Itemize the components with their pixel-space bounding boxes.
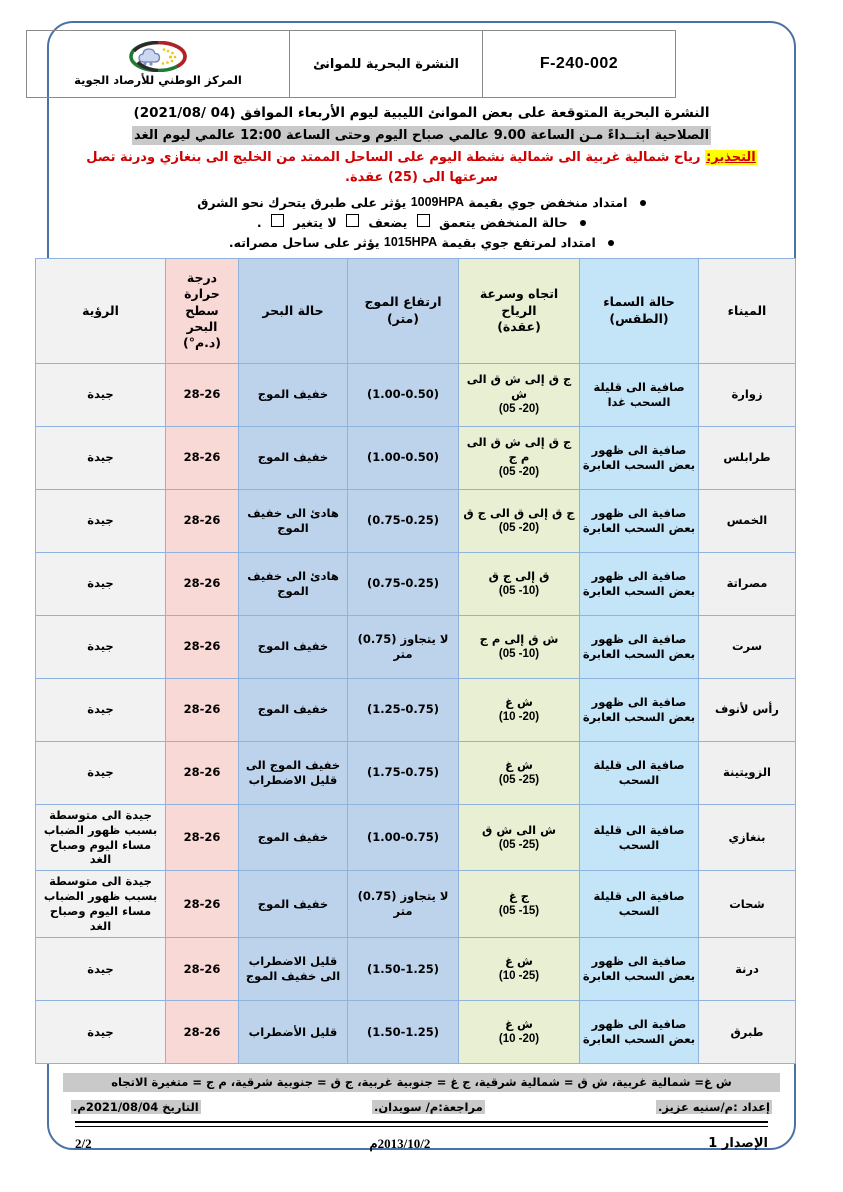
cell-temperature: 28-26: [166, 363, 239, 426]
reviewed-by: مراجعة:م/ سويدان.: [373, 1100, 483, 1115]
marine-forecast-table: [35, 258, 796, 1065]
list-item-high-pressure: [85, 232, 758, 252]
cell-wind-speed: (05 -20): [498, 403, 540, 416]
option-weakening-label: يضعف: [368, 215, 408, 231]
table-row: [36, 871, 796, 938]
cell-wind: [459, 678, 580, 741]
cell-wind: [459, 938, 580, 1001]
column-header-port: الميناء: [699, 258, 796, 363]
cell-temperature: 28-26: [166, 678, 239, 741]
cell-wind-speed: (10 -20): [498, 710, 540, 723]
table-row: [36, 552, 796, 615]
note-text-after: .: [256, 215, 262, 231]
cell-wave-height: (1.00-0.75): [348, 804, 459, 871]
cell-wave-height: (0.75-0.25): [348, 552, 459, 615]
cell-wind-direction: ج ق إلى ق الى ج ق: [463, 505, 575, 520]
cell-sky: صافية الى ظهور بعض السحب العابرة: [580, 615, 699, 678]
page-number: 2/2: [75, 1135, 92, 1151]
cell-visibility: جيدة: [36, 615, 166, 678]
bullet-dot-icon: [608, 240, 614, 246]
cell-sea-state: قليل الاضطراب الى خفيف الموج: [239, 938, 348, 1001]
list-item-low-pressure: [85, 192, 758, 212]
table-header-row: [36, 258, 796, 363]
cell-wind-direction: ش غ: [505, 1017, 533, 1032]
note-text-before: حالة المنخفض: [479, 215, 568, 231]
validity-period: الصلاحية ابتــداءً مـن الساعة 9.00 عالمي صباح اليوم وحتى الساعة 12:00 عالمي ليوم الغد: [132, 126, 711, 146]
table-row: [36, 804, 796, 871]
cell-wind-speed: (05 -25): [498, 838, 540, 851]
cell-sky: صافية الى قليلة السحب: [580, 804, 699, 871]
table-row: [36, 615, 796, 678]
cell-wind-direction: ج ق إلى ش ق الى ش: [466, 372, 572, 402]
cell-visibility: جيدة: [36, 741, 166, 804]
cell-wind-speed: (10 -20): [498, 1033, 540, 1046]
column-header-temperature: [166, 258, 239, 363]
cell-wind-speed: (05 -20): [498, 521, 540, 534]
column-header-wave-line1: ارتفاع الموج: [364, 294, 442, 310]
cell-sky: صافية الى ظهور بعض السحب العابرة: [580, 489, 699, 552]
cell-sky: صافية الى ظهور بعض السحب العابرة: [580, 426, 699, 489]
column-header-wind: [459, 258, 580, 363]
cell-sky: صافية الى ظهور بعض السحب العابرة: [580, 938, 699, 1001]
cell-temperature: 28-26: [166, 741, 239, 804]
cell-port: الخمس: [699, 489, 796, 552]
cell-wind-direction: ش غ: [505, 757, 533, 772]
cell-sky: صافية الى قليلة السحب: [580, 741, 699, 804]
warning-block: [61, 148, 782, 187]
column-header-sea-state: حالة البحر: [239, 258, 348, 363]
cell-wind: [459, 552, 580, 615]
cell-port: طبرق: [699, 1001, 796, 1064]
cell-wind-speed: (05 -10): [498, 647, 540, 660]
cell-wind-speed: (05 -20): [498, 466, 540, 479]
bullet-dot-icon: [640, 200, 646, 206]
cell-wave-height: (1.25-0.75): [348, 678, 459, 741]
cell-wave-height: (1.00-0.50): [348, 426, 459, 489]
cell-wind: [459, 741, 580, 804]
cell-wind-direction: ق إلى ج ق: [488, 568, 550, 583]
cell-port: زوارة: [699, 363, 796, 426]
bullet-dot-icon: [580, 220, 586, 226]
cell-wind: [459, 615, 580, 678]
table-row: [36, 741, 796, 804]
warning-text: رياح شمالية غربية الى شمالية نشطة اليوم على الساحل الممتد من الخليج الى بنغازي ودرنة تصل سرعتها الى (25) عقدة.: [86, 150, 701, 185]
cell-port: بنغازي: [699, 804, 796, 871]
cell-wind: [459, 363, 580, 426]
prepared-by: إعداد :م/سنيه عزيز.: [657, 1100, 770, 1115]
column-header-sky-line1: حالة السماء: [603, 294, 675, 310]
weather-cloud-sun-logo-icon: [129, 41, 187, 72]
column-header-wind-line2: (عقدة): [497, 318, 541, 334]
cell-visibility: جيدة: [36, 678, 166, 741]
column-header-temp-line3: سطح: [185, 302, 219, 318]
form-code-cell: F-240-002: [483, 31, 676, 98]
cell-wind: [459, 871, 580, 938]
cell-sea-state: خفيف الموج: [239, 871, 348, 938]
page-footer: [75, 1136, 768, 1152]
cell-wind-speed: (10 -25): [498, 970, 540, 983]
cell-port: الزويتينة: [699, 741, 796, 804]
table-row: [36, 489, 796, 552]
note-text-after: يؤثر على ساحل مصراته.: [228, 235, 380, 251]
cell-sea-state: خفيف الموج: [239, 678, 348, 741]
cell-port: رأس لأنوف: [699, 678, 796, 741]
cell-port: سرت: [699, 615, 796, 678]
option-deepening-label: يتعمق: [439, 215, 476, 231]
column-header-visibility: الرؤية: [36, 258, 166, 363]
abbreviations-legend: ش غ= شمالية غربية، ش ق = شمالية شرقية، ج غ = جنوبية غربية، ج ق = جنوبية شرقية، م ج = متغيرة الاتجاه: [63, 1073, 780, 1092]
signature-row: [71, 1100, 772, 1114]
issue-date: التاريخ 2021/08/04م.: [73, 1100, 199, 1115]
cell-visibility: جيدة: [36, 552, 166, 615]
cell-wind-direction: ج غ: [508, 889, 530, 904]
column-header-wave-height: [348, 258, 459, 363]
cell-wind-direction: ش غ: [505, 694, 533, 709]
cell-port: مصراتة: [699, 552, 796, 615]
cell-visibility: جيدة: [36, 426, 166, 489]
cell-port: شحات: [699, 871, 796, 938]
page-title: النشرة البحرية المتوقعة على بعض الموانئ الليبية ليوم الأربعاء الموافق (04 /2021/08): [133, 105, 710, 121]
cell-wave-height: (0.75-0.25): [348, 489, 459, 552]
cell-wave-height: (1.00-0.50): [348, 363, 459, 426]
cell-visibility: جيدة: [36, 1001, 166, 1064]
cell-temperature: 28-26: [166, 615, 239, 678]
checkbox-unchanged[interactable]: [271, 214, 284, 227]
column-header-temp-line5: (د.م°): [182, 335, 221, 350]
cell-visibility: جيدة: [36, 938, 166, 1001]
cell-sea-state: خفيف الموج: [239, 615, 348, 678]
option-unchanged-label: لا يتغير: [293, 215, 337, 231]
cell-wind: [459, 489, 580, 552]
table-row: [36, 938, 796, 1001]
checkbox-deepening[interactable]: [417, 214, 430, 227]
column-header-temp-line1: درجة: [186, 270, 218, 285]
cell-wave-height: لا يتجاوز (0.75) متر: [348, 615, 459, 678]
cell-visibility: جيدة: [36, 363, 166, 426]
warning-label: التحذير:: [706, 150, 756, 166]
cell-sky: صافية الى ظهور بعض السحب العابرة: [580, 678, 699, 741]
footer-divider: [75, 1121, 768, 1127]
table-row: [36, 1001, 796, 1064]
cell-temperature: 28-26: [166, 804, 239, 871]
cell-temperature: 28-26: [166, 489, 239, 552]
table-row: [36, 363, 796, 426]
cell-wave-height: (1.50-1.25): [348, 938, 459, 1001]
cell-wind-direction: ش الى ش ق: [482, 822, 556, 837]
cell-sea-state: خفيف الموج: [239, 363, 348, 426]
column-header-sky: [580, 258, 699, 363]
cell-sky: صافية الى قليلة السحب: [580, 871, 699, 938]
organization-cell: [27, 31, 290, 98]
table-header: [36, 258, 796, 363]
note-text-after: يؤثر على طبرق يتحرك نحو الشرق: [197, 194, 407, 210]
document-title-cell: النشرة البحرية للموانئ: [290, 31, 483, 98]
note-text-before: امتداد لمرتفع جوي بقيمة: [441, 235, 596, 251]
column-header-sky-line2: (الطقس): [609, 310, 669, 326]
column-header-temp-line2: حرارة: [184, 286, 220, 302]
table-row: [36, 678, 796, 741]
edition-label: الإصدار 1: [708, 1136, 768, 1152]
cell-temperature: 28-26: [166, 871, 239, 938]
cell-sky: صافية الى ظهور بعض السحب العابرة: [580, 1001, 699, 1064]
cell-sea-state: خفيف الموج الى قليل الاضطراب: [239, 741, 348, 804]
cell-sky: صافية الى ظهور بعض السحب العابرة: [580, 552, 699, 615]
checkbox-weakening[interactable]: [346, 214, 359, 227]
cell-visibility: جيدة الى متوسطة بسبب ظهور الضباب مساء اليوم وصباح الغد: [36, 804, 166, 871]
column-header-temp-line4: البحر: [186, 318, 218, 334]
cell-port: درنة: [699, 938, 796, 1001]
cell-wind: [459, 1001, 580, 1064]
column-header-wind-line1: اتجاه وسرعة الرياح: [479, 286, 559, 318]
cell-visibility: جيدة الى متوسطة بسبب ظهور الضباب مساء اليوم وصباح الغد: [36, 871, 166, 938]
cell-wind-direction: ج ق إلى ش ق الى م ج: [466, 435, 572, 465]
table-body: [36, 363, 796, 1064]
cell-port: طرابلس: [699, 426, 796, 489]
cell-wave-height: (1.50-1.25): [348, 1001, 459, 1064]
cell-wave-height: (1.75-0.75): [348, 741, 459, 804]
cell-visibility: جيدة: [36, 489, 166, 552]
cell-temperature: 28-26: [166, 938, 239, 1001]
header-identification-table: [26, 30, 676, 98]
cell-wind-speed: (05 -10): [498, 584, 540, 597]
pressure-value: 1015HPA: [383, 235, 438, 250]
cell-wind-direction: ش ق إلى م ج: [479, 631, 559, 646]
cell-wind: [459, 426, 580, 489]
cell-wind-speed: (05 -25): [498, 773, 540, 786]
note-text-before: امتداد منخفض جوي بقيمة: [468, 194, 628, 210]
cell-sea-state: خفيف الموج: [239, 804, 348, 871]
cell-sea-state: قليل الأضطراب: [239, 1001, 348, 1064]
cell-temperature: 28-26: [166, 426, 239, 489]
column-header-wave-line2: (متر): [386, 310, 420, 326]
cell-wind-direction: ش غ: [505, 954, 533, 969]
title-block: [47, 98, 796, 189]
synoptic-notes-list: [85, 192, 758, 253]
list-item-low-pressure-state: [85, 212, 758, 232]
cell-wave-height: لا يتجاوز (0.75) متر: [348, 871, 459, 938]
cell-sea-state: هادئ الى خفيف الموج: [239, 489, 348, 552]
header-row: [27, 31, 676, 98]
footer-date: 2013/10/2م: [369, 1135, 431, 1151]
table-row: [36, 426, 796, 489]
cell-temperature: 28-26: [166, 1001, 239, 1064]
cell-sea-state: خفيف الموج: [239, 426, 348, 489]
pressure-value: 1009HPA: [410, 194, 464, 209]
cell-wind-speed: (05 -15): [498, 905, 540, 918]
organization-name: المركز الوطني للأرصاد الجوية: [74, 73, 242, 87]
document-content: [43, 21, 796, 1152]
cell-wind: [459, 804, 580, 871]
cell-sky: صافية الى قليلة السحب غدا: [580, 363, 699, 426]
cell-temperature: 28-26: [166, 552, 239, 615]
cell-sea-state: هادئ الى خفيف الموج: [239, 552, 348, 615]
